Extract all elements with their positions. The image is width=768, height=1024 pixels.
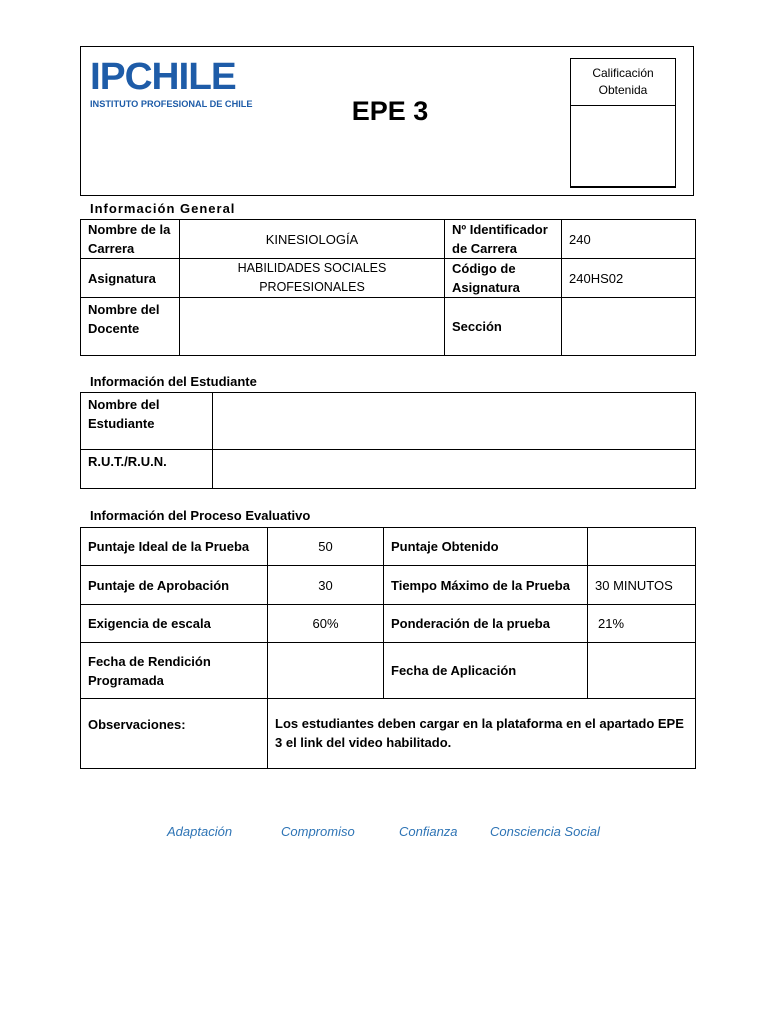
teacher-name-label: Nombre del Docente — [81, 298, 180, 356]
general-info-table — [80, 219, 696, 356]
value-confianza: Confianza — [399, 824, 458, 839]
table-row — [81, 450, 696, 489]
grade-label-line2: Obtenida — [598, 83, 648, 97]
table-row — [81, 699, 696, 769]
max-time-label: Tiempo Máximo de la Prueba — [384, 566, 588, 605]
rut-value — [213, 450, 696, 489]
value-compromiso: Compromiso — [281, 824, 355, 839]
table-row — [81, 259, 696, 298]
table-row — [81, 566, 696, 605]
table-row — [81, 220, 696, 259]
ipchile-logo — [90, 56, 253, 112]
value-adaptacion: Adaptación — [167, 824, 233, 839]
section-title-general: Información General — [90, 201, 236, 216]
passing-score-label: Puntaje de Aprobación — [81, 566, 268, 605]
max-time-value: 30 MINUTOS — [588, 566, 696, 605]
scale-requirement-label: Exigencia de escala — [81, 605, 268, 643]
table-row — [81, 393, 696, 450]
teacher-name-value — [180, 298, 445, 356]
section-title-evaluation: Información del Proceso Evaluativo — [90, 508, 311, 523]
career-id-label: Nº Identificador de Carrera — [445, 220, 562, 259]
weighting-label: Ponderación de la prueba — [384, 605, 588, 643]
observations-label: Observaciones: — [81, 699, 268, 769]
rut-label: R.U.T./R.U.N. — [81, 450, 213, 489]
logo-subtitle: INSTITUTO PROFESIONAL DE CHILE — [90, 99, 253, 109]
evaluation-table — [80, 527, 696, 769]
ideal-score-label: Puntaje Ideal de la Prueba — [81, 528, 268, 566]
subject-value: HABILIDADES SOCIALES PROFESIONALES — [180, 259, 445, 298]
obtained-score-value — [588, 528, 696, 566]
passing-score-value: 30 — [268, 566, 384, 605]
career-name-value: KINESIOLOGÍA — [180, 220, 445, 259]
section-value — [562, 298, 696, 356]
grade-label — [571, 59, 675, 106]
scheduled-date-label: Fecha de Rendición Programada — [81, 643, 268, 699]
value-consciencia-social: Consciencia Social — [490, 824, 600, 839]
document-title: EPE 3 — [351, 96, 429, 126]
obtained-score-label: Puntaje Obtenido — [384, 528, 588, 566]
logo-wordmark: IPCHILE — [90, 56, 236, 98]
student-name-label: Nombre del Estudiante — [81, 393, 213, 450]
section-label: Sección — [445, 298, 562, 356]
career-name-label: Nombre de la Carrera — [81, 220, 180, 259]
subject-code-label: Código de Asignatura — [445, 259, 562, 298]
subject-label: Asignatura — [81, 259, 180, 298]
table-row — [81, 528, 696, 566]
table-row — [81, 643, 696, 699]
application-date-value — [588, 643, 696, 699]
observations-text: Los estudiantes deben cargar en la plataforma en el apartado EPE 3 el link del video habilitado. — [268, 699, 696, 769]
student-info-table — [80, 392, 696, 489]
subject-code-value: 240HS02 — [562, 259, 696, 298]
scale-requirement-value: 60% — [268, 605, 384, 643]
application-date-label: Fecha de Aplicación — [384, 643, 588, 699]
ideal-score-value: 50 — [268, 528, 384, 566]
grade-box — [570, 58, 676, 187]
weighting-value: 21% — [588, 605, 696, 643]
grade-label-line1: Calificación — [592, 66, 654, 80]
table-row — [81, 298, 696, 356]
table-row — [81, 605, 696, 643]
career-id-value: 240 — [562, 220, 696, 259]
scheduled-date-value — [268, 643, 384, 699]
section-title-student: Información del Estudiante — [90, 374, 257, 389]
student-name-value — [213, 393, 696, 450]
